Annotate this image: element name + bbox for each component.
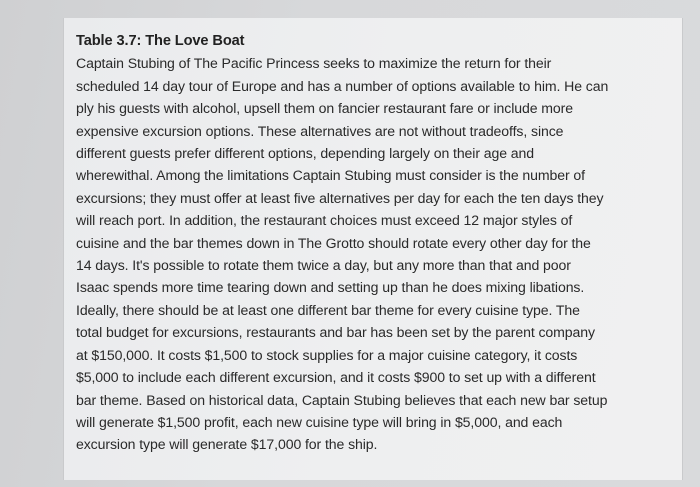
paragraph-line: different guests prefer different options, depending largely on their age and: [76, 145, 534, 162]
paragraph-line: bar theme. Based on historical data, Captain Stubing believes that each new bar setup: [76, 391, 608, 408]
paragraph-line: 14 days. It's possible to rotate them twice a day, but any more than that and poor: [76, 257, 571, 274]
paragraph-line: expensive excursion options. These alternatives are not without tradeoffs, since: [76, 122, 564, 139]
paragraph-line: will reach port. In addition, the restaurant choices must exceed 12 major styles of: [76, 212, 573, 229]
paragraph-line: at $150,000. It costs $1,500 to stock supplies for a major cuisine category, it costs: [76, 346, 578, 363]
paragraph-line: excursions; they must offer at least five alternatives per day for each the ten days they: [76, 189, 604, 206]
paragraph-line: $5,000 to include each different excursion, and it costs $900 to set up with a different: [76, 369, 596, 386]
paragraph-line: total budget for excursions, restaurants and bar has been set by the parent company: [76, 324, 595, 341]
paragraph-line: cuisine and the bar themes down in The Grotto should rotate every other day for the: [76, 234, 591, 251]
table-title: Table 3.7: The Love Boat: [76, 33, 245, 49]
paragraph-line: will generate $1,500 profit, each new cuisine type will bring in $5,000, and each: [76, 413, 563, 430]
paragraph-line: scheduled 14 day tour of Europe and has a number of options available to him. He can: [76, 77, 609, 94]
paragraph-line: Ideally, there should be at least one different bar theme for every cuisine type. The: [76, 301, 580, 318]
paragraph-line: excursion type will generate $17,000 for the ship.: [76, 436, 378, 453]
paragraph: [76, 52, 670, 455]
paragraph-line: Captain Stubing of The Pacific Princess seeks to maximize the return for their: [76, 55, 552, 72]
paragraph-line: ply his guests with alcohol, upsell them on fancier restaurant fare or include more: [76, 100, 573, 117]
paragraph-line: Isaac spends more time tearing down and setting up than he does mixing libations.: [76, 279, 585, 296]
paragraph-line: wherewithal. Among the limitations Captain Stubing must consider is the number of: [76, 167, 585, 184]
document-content: [76, 30, 670, 456]
